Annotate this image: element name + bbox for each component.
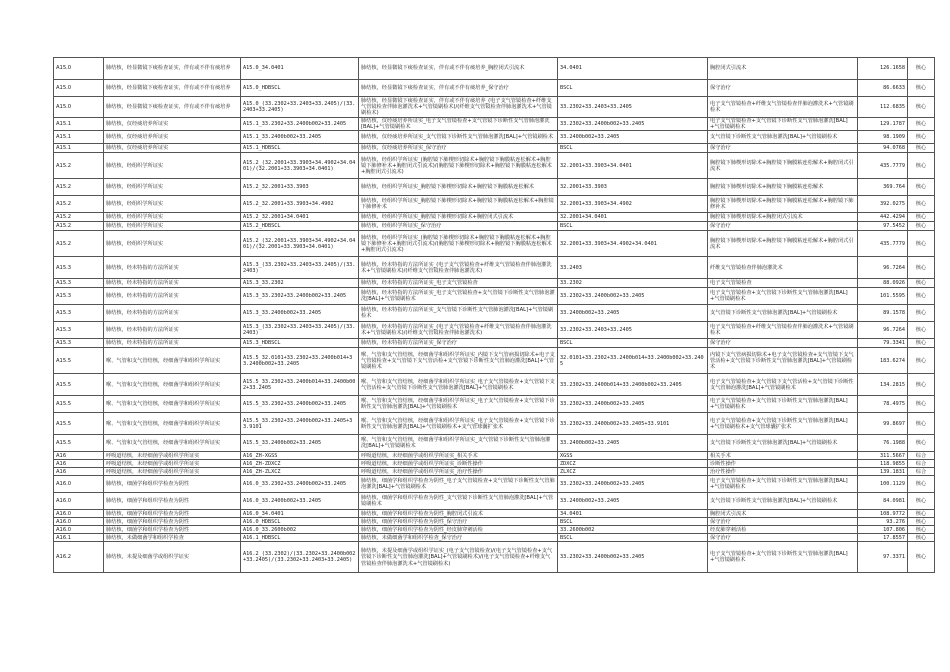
procedure-name-cell: 保守治疗 [708, 339, 858, 348]
group-name-cell: 肺结核，经未特指的方法所证实_电子支气管镜检查+支气管镜下诊断性支气管肺泡灌洗[BAL]+气管镜刷检术 [359, 288, 558, 305]
procedure-code-cell: 33.2302+33.2400b014+33.2400b002+33.2405 [558, 374, 708, 396]
procedure-code-cell: 33.2403 [558, 257, 708, 279]
procedure-code-cell: 33.2302+33.2400b002+33.2405 [558, 288, 708, 305]
weight-cell: 392.0275 [858, 196, 908, 213]
procedure-name-cell: 电子支气管镜检查+支气管镜下诊断性支气管肺泡灌洗[BAL]+气管镜刷检术 [708, 476, 858, 493]
group-name-cell: 肺结核，细菌学和组织学检查为阴性_胸腔闭式引流术 [359, 510, 558, 518]
group-code-cell: A15.5_33.2302+33.2400b002+33.2405 [241, 396, 359, 413]
diagnosis-name-cell: 肺结核，经未特指的方法所证实 [104, 305, 241, 322]
diagnosis-name-cell: 肺结核，经未特指的方法所证实 [104, 339, 241, 348]
procedure-code-cell: 32.2001+33.3903 [558, 179, 708, 196]
procedure-code-cell: 33.2302+33.2400b002+33.2405 [558, 542, 708, 573]
table-row [54, 322, 935, 339]
group-name-cell: 肺结核，细菌学和组织学检查为阴性_电子支气管镜检查+支气管镜下诊断性支气管肺泡灌洗[BAL]+气管镜刷检术 [359, 476, 558, 493]
procedure-code-cell: 33.2600b002 [558, 526, 708, 534]
weight-cell: 369.764 [858, 179, 908, 196]
group-code-cell: A15.2_HDBSCL [241, 222, 359, 231]
table-row [54, 222, 935, 231]
category-cell: 核心 [908, 396, 935, 413]
diagnosis-code-cell: A15.0 [54, 58, 104, 80]
group-name-cell: 喉、气管和支气管结核，经细菌学和组织学所证实_电子支气管镜检查+支气管镜下支气管活检+支气管镜下诊断性支气管肺泡灌洗[BAL]+气管镜刷检术 [359, 374, 558, 396]
category-cell: 核心 [908, 526, 935, 534]
group-code-cell: A16.0_34.0401 [241, 510, 359, 518]
procedure-code-cell: 33.2400b002+33.2405 [558, 305, 708, 322]
weight-cell: 139.1831 [858, 468, 908, 476]
diagnosis-name-cell: 肺结核，经组织学所证实 [104, 196, 241, 213]
diagnosis-code-cell: A15.2 [54, 222, 104, 231]
procedure-code-cell: 32.2001+33.3903+34.4902+34.0401 [558, 231, 708, 257]
diagnosis-name-cell: 肺结核，仅经痰培养所证实 [104, 131, 241, 144]
group-name-cell: 肺结核，经组织学所证实_保守治疗 [359, 222, 558, 231]
diagnosis-code-cell: A16 [54, 452, 104, 460]
diagnosis-code-cell: A15.0 [54, 80, 104, 97]
procedure-code-cell: 33.2302 [558, 279, 708, 288]
procedure-code-cell: ZDXCZ [558, 460, 708, 468]
diagnosis-code-cell: A16.1 [54, 534, 104, 542]
procedure-name-cell: 胸腔镜下肺楔形切除术+胸腔镜下胸膜粘连松解术 [708, 179, 858, 196]
group-code-cell: A15.3_33.2302+33.2400b002+33.2405 [241, 288, 359, 305]
table-row [54, 231, 935, 257]
table-row [54, 153, 935, 179]
weight-cell: 126.1658 [858, 58, 908, 80]
table-row [54, 58, 935, 80]
diagnosis-code-cell: A15.5 [54, 413, 104, 435]
group-name-cell: 肺结核，细菌学和组织学检查为阴性_支气管镜下诊断性支气管肺泡灌洗[BAL]+气管镜刷检术 [359, 493, 558, 510]
weight-cell: 101.5595 [858, 288, 908, 305]
diagnosis-name-cell: 肺结核，经未特指的方法所证实 [104, 279, 241, 288]
diagnosis-name-cell: 肺结核，经显微镜下痰检查证实，伴有或不伴有痰培养 [104, 97, 241, 118]
category-cell: 综合 [908, 460, 935, 468]
group-code-cell: A16.0_33.2400b002+33.2405 [241, 493, 359, 510]
diagnosis-code-cell: A15.5 [54, 348, 104, 374]
group-name-cell: 肺结核，仅经痰培养所证实_保守治疗 [359, 144, 558, 153]
category-cell: 核心 [908, 279, 935, 288]
group-code-cell: A16_ZH-ZLXCZ [241, 468, 359, 476]
weight-cell: 134.2815 [858, 374, 908, 396]
weight-cell: 78.4975 [858, 396, 908, 413]
diagnosis-code-cell: A15.3 [54, 279, 104, 288]
procedure-name-cell: 经皮肺穿刺活检 [708, 526, 858, 534]
category-cell: 核心 [908, 288, 935, 305]
category-cell: 核心 [908, 131, 935, 144]
procedure-name-cell: 电子支气管镜检查+支气管镜下诊断性支气管肺泡灌洗[BAL]+气管镜刷检术 [708, 542, 858, 573]
table-body [54, 58, 935, 573]
group-code-cell: A15.5_33.2302+33.2400b014+33.2400b002+33.2405 [241, 374, 359, 396]
weight-cell: 100.1129 [858, 476, 908, 493]
group-code-cell: A15.0_(33.2302+33.2403+33.2405)/(33.2403+33.2405) [241, 97, 359, 118]
procedure-code-cell: BSCL [558, 339, 708, 348]
category-cell: 核心 [908, 518, 935, 526]
group-name-cell: 肺结核，细菌学和组织学检查为阴性_经皮肺穿刺活检 [359, 526, 558, 534]
diagnosis-code-cell: A15.2 [54, 231, 104, 257]
diagnosis-code-cell: A16.0 [54, 526, 104, 534]
category-cell: 核心 [908, 534, 935, 542]
category-cell: 核心 [908, 97, 935, 118]
diagnosis-name-cell: 肺结核，未做细菌学和组织学检查 [104, 534, 241, 542]
group-name-cell: 肺结核，经未特指的方法所证实_(电子支气管镜检查+纤维支气管镜检查伴肺泡灌洗术+气管镜刷检术)/(纤维支气管镜检查伴肺泡灌洗术) [359, 322, 558, 339]
group-code-cell: A15.3_(33.2302+33.2403+33.2405)/(33.2403) [241, 322, 359, 339]
weight-cell: 98.1909 [858, 131, 908, 144]
table-row [54, 97, 935, 118]
table-row [54, 493, 935, 510]
category-cell: 综合 [908, 452, 935, 460]
table-row [54, 80, 935, 97]
table-row [54, 339, 935, 348]
diagnosis-code-cell: A15.3 [54, 322, 104, 339]
category-cell: 核心 [908, 348, 935, 374]
group-name-cell: 肺结核，未提及细菌学或组织学证实_(电子支气管镜检查)/(电子支气管镜检查+支气管镜下诊断性支气管肺泡灌洗[BAL]+气管镜刷检术)/(电子支气管镜检查+纤维支气管镜检查伴肺泡灌洗术+气管镜刷检术) [359, 542, 558, 573]
group-name-cell: 肺结核，经显微镜下痰检查证实，伴有或不伴有痰培养_(电子支气管镜检查+纤维支气管镜检查伴肺泡灌洗术+气管镜刷检术)/(纤维支气管镜检查伴肺泡灌洗术+气管镜刷检术) [359, 97, 558, 118]
group-code-cell: A16.0_HDBSCL [241, 518, 359, 526]
diagnosis-name-cell: 肺结核，经显微镜下痰检查证实，伴有或不伴有痰培养 [104, 80, 241, 97]
diagnosis-name-cell: 肺结核，细菌学和组织学检查为阴性 [104, 476, 241, 493]
diagnosis-name-cell: 肺结核，经组织学所证实 [104, 222, 241, 231]
category-cell: 核心 [908, 305, 935, 322]
table-row [54, 288, 935, 305]
procedure-code-cell: 33.2302+33.2403+33.2405 [558, 322, 708, 339]
diagnosis-name-cell: 呼吸道结核，未经细菌学或组织学所证实 [104, 468, 241, 476]
procedure-name-cell: 支气管镜下诊断性支气管肺泡灌洗[BAL]+气管镜刷检术 [708, 131, 858, 144]
procedure-code-cell: ZLXCZ [558, 468, 708, 476]
group-name-cell: 肺结核，经未特指的方法所证实_(电子支气管镜检查+纤维支气管镜检查伴肺泡灌洗术+气管镜刷检术)/(纤维支气管镜检查伴肺泡灌洗术) [359, 257, 558, 279]
diagnosis-name-cell: 肺结核，经组织学所证实 [104, 231, 241, 257]
group-code-cell: A15.2_32.2001+33.3903+34.4902 [241, 196, 359, 213]
group-code-cell: A15.0_34.0401 [241, 58, 359, 80]
procedure-code-cell: BSCL [558, 222, 708, 231]
procedure-name-cell: 电子支气管镜检查+支气管镜下支气管活检+支气管镜下诊断性支气管肺泡灌洗[BAL]+气管镜刷检术 [708, 374, 858, 396]
diagnosis-code-cell: A15.3 [54, 339, 104, 348]
group-name-cell: 喉、气管和支气管结核，经细菌学和组织学所证实_支气管镜下诊断性支气管肺泡灌洗[BAL]+气管镜刷检术 [359, 435, 558, 452]
procedure-name-cell: 电子支气管镜检查 [708, 279, 858, 288]
procedure-name-cell: 支气管镜下诊断性支气管肺泡灌洗[BAL]+气管镜刷检术 [708, 305, 858, 322]
diagnosis-name-cell: 肺结核，细菌学和组织学检查为阴性 [104, 518, 241, 526]
table-row [54, 534, 935, 542]
group-name-cell: 呼吸道结核，未经细菌学或组织学所证实_治疗性操作 [359, 468, 558, 476]
weight-cell: 93.276 [858, 518, 908, 526]
diagnosis-code-cell: A16 [54, 468, 104, 476]
diagnosis-name-cell: 肺结核，细菌学和组织学检查为阴性 [104, 493, 241, 510]
table-row [54, 144, 935, 153]
diagnosis-code-cell: A15.3 [54, 305, 104, 322]
group-name-cell: 呼吸道结核，未经细菌学或组织学所证实_相关手术 [359, 452, 558, 460]
category-cell: 核心 [908, 374, 935, 396]
procedure-name-cell: 电子支气管镜检查+支气管镜下诊断性支气管肺泡灌洗[BAL]+气管镜刷检术 [708, 118, 858, 131]
diagnosis-name-cell: 肺结核，经组织学所证实 [104, 179, 241, 196]
group-code-cell: A16.1_HDBSCL [241, 534, 359, 542]
weight-cell: 442.4294 [858, 213, 908, 222]
diagnosis-code-cell: A15.5 [54, 374, 104, 396]
weight-cell: 112.6835 [858, 97, 908, 118]
category-cell: 核心 [908, 213, 935, 222]
diagnosis-code-cell: A16 [54, 460, 104, 468]
table-row [54, 460, 935, 468]
group-name-cell: 肺结核，经组织学所证实_(胸腔镜下肺楔形切除术+胸腔镜下胸膜粘连松解术+胸腔镜下肺修补术+胸腔闭式引流术)/(胸腔镜下肺楔形切除术+胸腔镜下胸膜粘连松解术+胸腔闭式引流术) [359, 231, 558, 257]
table-row [54, 542, 935, 573]
group-code-cell: A15.5_33.2302+33.2400b002+33.2405+33.9101 [241, 413, 359, 435]
procedure-code-cell: BSCL [558, 518, 708, 526]
weight-cell: 129.1787 [858, 118, 908, 131]
table-row [54, 518, 935, 526]
procedure-code-cell: 34.0401 [558, 58, 708, 80]
group-name-cell: 肺结核，经显微镜下痰检查证实，伴有或不伴有痰培养_保守治疗 [359, 80, 558, 97]
table-row [54, 476, 935, 493]
procedure-name-cell: 相关手术 [708, 452, 858, 460]
group-code-cell: A15.2_32.2001+33.3903 [241, 179, 359, 196]
table-row [54, 305, 935, 322]
category-cell: 核心 [908, 231, 935, 257]
diagnosis-name-cell: 喉、气管和支气管结核，经细菌学和组织学所证实 [104, 374, 241, 396]
procedure-name-cell: 保守治疗 [708, 534, 858, 542]
diagnosis-name-cell: 喉、气管和支气管结核，经细菌学和组织学所证实 [104, 413, 241, 435]
group-name-cell: 喉、气管和支气管结核，经细菌学和组织学所证实_电子支气管镜检查+支气管镜下诊断性支气管肺泡灌洗[BAL]+气管镜刷检术+支气管球囊扩张术 [359, 413, 558, 435]
category-cell: 核心 [908, 476, 935, 493]
diagnosis-code-cell: A15.5 [54, 396, 104, 413]
diagnosis-code-cell: A16.2 [54, 542, 104, 573]
diagnosis-code-cell: A16.0 [54, 476, 104, 493]
group-name-cell: 肺结核，经未特指的方法所证实_电子支气管镜检查 [359, 279, 558, 288]
weight-cell: 96.7264 [858, 257, 908, 279]
procedure-code-cell: 33.2302+33.2400b002+33.2405+33.9101 [558, 413, 708, 435]
group-name-cell: 肺结核，仅经痰培养所证实_支气管镜下诊断性支气管肺泡灌洗[BAL]+气管镜刷检术 [359, 131, 558, 144]
table-row [54, 257, 935, 279]
weight-cell: 97.3371 [858, 542, 908, 573]
category-cell: 核心 [908, 196, 935, 213]
procedure-name-cell: 支气管镜下诊断性支气管肺泡灌洗[BAL]+气管镜刷检术 [708, 435, 858, 452]
diagnosis-code-cell: A15.1 [54, 144, 104, 153]
weight-cell: 76.1988 [858, 435, 908, 452]
procedure-code-cell: BSCL [558, 80, 708, 97]
category-cell: 核心 [908, 144, 935, 153]
diagnosis-name-cell: 肺结核，未提及细菌学或组织学证实 [104, 542, 241, 573]
procedure-name-cell: 保守治疗 [708, 222, 858, 231]
procedure-name-cell: 诊断性操作 [708, 460, 858, 468]
group-name-cell: 肺结核，经显微镜下痰检查证实，伴有或不伴有痰培养_胸腔闭式引流术 [359, 58, 558, 80]
diagnosis-code-cell: A16.0 [54, 493, 104, 510]
category-cell: 核心 [908, 118, 935, 131]
diagnosis-code-cell: A15.5 [54, 435, 104, 452]
group-name-cell: 呼吸道结核，未经细菌学或组织学所证实_诊断性操作 [359, 460, 558, 468]
weight-cell: 84.0981 [858, 493, 908, 510]
category-cell: 综合 [908, 468, 935, 476]
category-cell: 核心 [908, 58, 935, 80]
group-code-cell: A15.1_HDBSCL [241, 144, 359, 153]
procedure-name-cell: 保守治疗 [708, 144, 858, 153]
group-code-cell: A15.0_HDBSCL [241, 80, 359, 97]
procedure-code-cell: 32.2001+33.3903+34.0401 [558, 153, 708, 179]
diagnosis-name-cell: 肺结核，仅经痰培养所证实 [104, 144, 241, 153]
procedure-code-cell: 33.2302+33.2400b002+33.2405 [558, 476, 708, 493]
weight-cell: 89.1578 [858, 305, 908, 322]
group-code-cell: A15.3_33.2400b002+33.2405 [241, 305, 359, 322]
weight-cell: 79.3341 [858, 339, 908, 348]
weight-cell: 183.6274 [858, 348, 908, 374]
diagnosis-name-cell: 肺结核，经显微镜下痰检查证实，伴有或不伴有痰培养 [104, 58, 241, 80]
table-row [54, 131, 935, 144]
category-cell: 核心 [908, 542, 935, 573]
diagnosis-code-cell: A15.2 [54, 153, 104, 179]
weight-cell: 108.9772 [858, 510, 908, 518]
procedure-code-cell: 33.2302+33.2403+33.2405 [558, 97, 708, 118]
weight-cell: 94.0768 [858, 144, 908, 153]
weight-cell: 88.0926 [858, 279, 908, 288]
category-cell: 核心 [908, 153, 935, 179]
table-row [54, 452, 935, 460]
group-code-cell: A16.2_(33.2302)/(33.2302+33.2400b002+33.2405)/(33.2302+33.2403+33.2405) [241, 542, 359, 573]
group-code-cell: A15.5_33.2400b002+33.2405 [241, 435, 359, 452]
procedure-name-cell: 内镜下支气管病损切除术+电子支气管镜检查+支气管镜下支气管活检+支气管镜下诊断性支气管肺泡灌洗[BAL]+气管镜刷检术 [708, 348, 858, 374]
diagnosis-name-cell: 呼吸道结核，未经细菌学或组织学所证实 [104, 460, 241, 468]
weight-cell: 96.7264 [858, 322, 908, 339]
category-cell: 核心 [908, 510, 935, 518]
category-cell: 核心 [908, 222, 935, 231]
diagnosis-code-cell: A15.1 [54, 131, 104, 144]
weight-cell: 435.7779 [858, 153, 908, 179]
group-code-cell: A15.1_33.2302+33.2400b002+33.2405 [241, 118, 359, 131]
category-cell: 核心 [908, 493, 935, 510]
weight-cell: 17.8557 [858, 534, 908, 542]
group-code-cell: A15.5_32.0101+33.2302+33.2400b014+33.2400b002+33.2405 [241, 348, 359, 374]
group-code-cell: A16_ZH-XGSS [241, 452, 359, 460]
table-row [54, 196, 935, 213]
diagnosis-name-cell: 肺结核，经未特指的方法所证实 [104, 288, 241, 305]
weight-cell: 118.9855 [858, 460, 908, 468]
table-row [54, 348, 935, 374]
procedure-code-cell: 33.2400b002+33.2405 [558, 131, 708, 144]
procedure-code-cell: 33.2400b002+33.2405 [558, 493, 708, 510]
diagnosis-name-cell: 肺结核，经组织学所证实 [104, 153, 241, 179]
group-name-cell: 肺结核，经组织学所证实_胸腔镜下肺楔形切除术+胸腔镜下胸膜粘连松解术+胸腔镜下肺修补术 [359, 196, 558, 213]
diagnosis-name-cell: 肺结核，细菌学和组织学检查为阴性 [104, 526, 241, 534]
diagnosis-code-cell: A15.0 [54, 97, 104, 118]
group-name-cell: 肺结核，细菌学和组织学检查为阴性_保守治疗 [359, 518, 558, 526]
procedure-name-cell: 治疗性操作 [708, 468, 858, 476]
table-row [54, 213, 935, 222]
table-row [54, 118, 935, 131]
procedure-name-cell: 电子支气管镜检查+纤维支气管镜检查伴肺泡灌洗术+气管镜刷检术 [708, 97, 858, 118]
group-code-cell: A15.2_(32.2001+33.3903+34.4902+34.0401)/(32.2001+33.3903+34.0401) [241, 153, 359, 179]
diagnosis-code-cell: A15.2 [54, 196, 104, 213]
group-name-cell: 肺结核，经组织学所证实_(胸腔镜下肺楔形切除术+胸腔镜下胸膜粘连松解术+胸腔镜下肺修补术+胸腔闭式引流术)/(胸腔镜下肺楔形切除术+胸腔镜下胸膜粘连松解术+胸腔闭式引流术) [359, 153, 558, 179]
group-code-cell: A15.3_33.2302 [241, 279, 359, 288]
procedure-code-cell: BSCL [558, 144, 708, 153]
table-row [54, 435, 935, 452]
procedure-name-cell: 胸腔镜下肺楔形切除术+胸腔镜下胸膜粘连松解术+胸腔镜下肺修补术 [708, 196, 858, 213]
diagnosis-code-cell: A15.3 [54, 257, 104, 279]
procedure-name-cell: 胸腔闭式引流术 [708, 58, 858, 80]
category-cell: 核心 [908, 435, 935, 452]
group-name-cell: 肺结核，经组织学所证实_胸腔镜下肺楔形切除术+胸腔闭式引流术 [359, 213, 558, 222]
weight-cell: 99.8697 [858, 413, 908, 435]
category-cell: 核心 [908, 339, 935, 348]
table-row [54, 374, 935, 396]
procedure-code-cell: 33.2400b002+33.2405 [558, 435, 708, 452]
category-cell: 核心 [908, 179, 935, 196]
group-name-cell: 肺结核，经未特指的方法所证实_支气管镜下诊断性支气管肺泡灌洗[BAL]+气管镜刷检术 [359, 305, 558, 322]
group-code-cell: A15.2_32.2001+34.0401 [241, 213, 359, 222]
group-code-cell: A15.3_HDBSCL [241, 339, 359, 348]
table-row [54, 526, 935, 534]
group-name-cell: 肺结核，未做细菌学和组织学检查_保守治疗 [359, 534, 558, 542]
diagnosis-name-cell: 肺结核，经未特指的方法所证实 [104, 257, 241, 279]
procedure-name-cell: 电子支气管镜检查+支气管镜下诊断性支气管肺泡灌洗[BAL]+气管镜刷检术 [708, 396, 858, 413]
diagnosis-name-cell: 肺结核，经未特指的方法所证实 [104, 322, 241, 339]
procedure-name-cell: 胸腔镜下肺楔形切除术+胸腔镜下胸膜粘连松解术+胸腔闭式引流术 [708, 231, 858, 257]
procedure-name-cell: 电子支气管镜检查+支气管镜下诊断性支气管肺泡灌洗[BAL]+气管镜刷检术 [708, 288, 858, 305]
weight-cell: 435.7779 [858, 231, 908, 257]
diagnosis-code-cell: A16.0 [54, 510, 104, 518]
procedure-code-cell: 33.2302+33.2400b002+33.2405 [558, 118, 708, 131]
table-row [54, 396, 935, 413]
category-cell: 核心 [908, 257, 935, 279]
diagnosis-name-cell: 喉、气管和支气管结核，经细菌学和组织学所证实 [104, 435, 241, 452]
table-row [54, 413, 935, 435]
category-cell: 核心 [908, 322, 935, 339]
group-code-cell: A16.0_33.2600b002 [241, 526, 359, 534]
diagnosis-code-cell: A15.1 [54, 118, 104, 131]
procedure-name-cell: 胸腔镜下肺楔形切除术+胸腔闭式引流术 [708, 213, 858, 222]
procedure-name-cell: 电子支气管镜检查+支气管镜下诊断性支气管肺泡灌洗[BAL]+气管镜刷检术+支气管球囊扩张术 [708, 413, 858, 435]
group-code-cell: A15.1_33.2400b002+33.2405 [241, 131, 359, 144]
procedure-code-cell: XGSS [558, 452, 708, 460]
procedure-name-cell: 纤维支气管镜检查伴肺泡灌洗术 [708, 257, 858, 279]
category-cell: 核心 [908, 80, 935, 97]
diagnosis-code-cell: A15.2 [54, 213, 104, 222]
weight-cell: 86.6633 [858, 80, 908, 97]
group-code-cell: A16_ZH-ZDXCZ [241, 460, 359, 468]
group-code-cell: A15.2_(32.2001+33.3903+34.4902+34.0401)/(32.2001+33.3903+34.0401) [241, 231, 359, 257]
diagnosis-code-cell: A15.3 [54, 288, 104, 305]
diagnosis-name-cell: 呼吸道结核，未经细菌学或组织学所证实 [104, 452, 241, 460]
procedure-name-cell: 保守治疗 [708, 80, 858, 97]
diagnosis-name-cell: 肺结核，细菌学和组织学检查为阴性 [104, 510, 241, 518]
diagnosis-name-cell: 肺结核，经组织学所证实 [104, 213, 241, 222]
weight-cell: 97.5452 [858, 222, 908, 231]
procedure-code-cell: 32.0101+33.2302+33.2400b014+33.2400b002+33.2405 [558, 348, 708, 374]
weight-cell: 311.5667 [858, 452, 908, 460]
table-row [54, 468, 935, 476]
procedure-name-cell: 胸腔闭式引流术 [708, 510, 858, 518]
weight-cell: 107.806 [858, 526, 908, 534]
procedure-name-cell: 保守治疗 [708, 518, 858, 526]
table-row [54, 279, 935, 288]
procedure-name-cell: 胸腔镜下肺楔形切除术+胸腔镜下胸膜粘连松解术+胸腔闭式引流术 [708, 153, 858, 179]
diagnosis-code-cell: A16.0 [54, 518, 104, 526]
procedure-code-cell: 34.0401 [558, 510, 708, 518]
diagnosis-code-cell: A15.2 [54, 179, 104, 196]
procedure-name-cell: 支气管镜下诊断性支气管肺泡灌洗[BAL]+气管镜刷检术 [708, 493, 858, 510]
diagnosis-name-cell: 喉、气管和支气管结核，经细菌学和组织学所证实 [104, 348, 241, 374]
diagnosis-name-cell: 喉、气管和支气管结核，经细菌学和组织学所证实 [104, 396, 241, 413]
group-name-cell: 喉、气管和支气管结核，经细菌学和组织学所证实_电子支气管镜检查+支气管镜下诊断性支气管肺泡灌洗[BAL]+气管镜刷检术 [359, 396, 558, 413]
group-name-cell: 肺结核，仅经痰培养所证实_电子支气管镜检查+支气管镜下诊断性支气管肺泡灌洗[BAL]+气管镜刷检术 [359, 118, 558, 131]
group-name-cell: 肺结核，经组织学所证实_胸腔镜下肺楔形切除术+胸腔镜下胸膜粘连松解术 [359, 179, 558, 196]
table-row [54, 179, 935, 196]
group-name-cell: 肺结核，经未特指的方法所证实_保守治疗 [359, 339, 558, 348]
group-name-cell: 喉、气管和支气管结核，经细菌学和组织学所证实_内镜下支气管病损切除术+电子支气管镜检查+支气管镜下支气管活检+支气管镜下诊断性支气管肺泡灌洗[BAL]+气管镜刷检术 [359, 348, 558, 374]
procedure-code-cell: BSCL [558, 534, 708, 542]
table-row [54, 510, 935, 518]
procedure-name-cell: 电子支气管镜检查+纤维支气管镜检查伴肺泡灌洗术+气管镜刷检术 [708, 322, 858, 339]
diagnosis-name-cell: 肺结核，仅经痰培养所证实 [104, 118, 241, 131]
procedure-code-cell: 32.2001+34.0401 [558, 213, 708, 222]
procedure-code-cell: 32.2001+33.3903+34.4902 [558, 196, 708, 213]
group-code-cell: A16.0_33.2302+33.2400b002+33.2405 [241, 476, 359, 493]
diagnosis-procedure-table [53, 57, 935, 573]
group-code-cell: A15.3_(33.2302+33.2403+33.2405)/(33.2403) [241, 257, 359, 279]
procedure-code-cell: 33.2302+33.2400b002+33.2405 [558, 396, 708, 413]
category-cell: 核心 [908, 413, 935, 435]
